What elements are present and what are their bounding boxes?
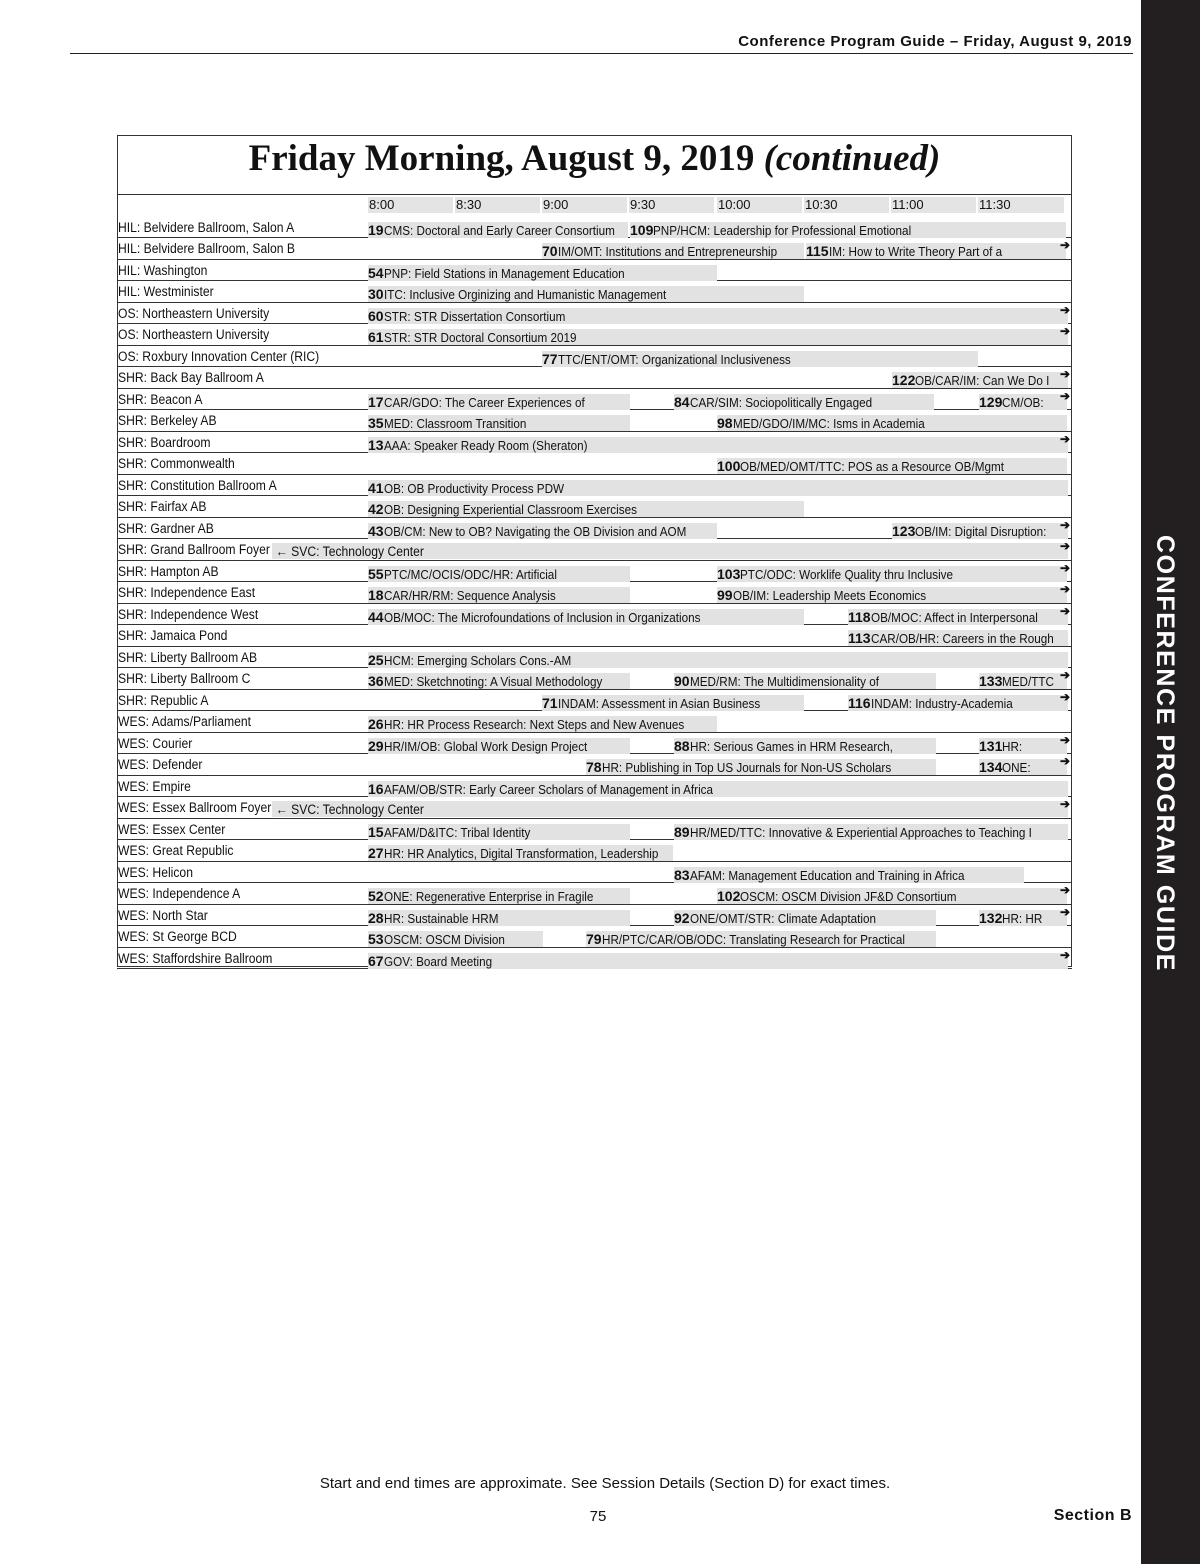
continues-arrow-icon: ➔	[1059, 539, 1070, 553]
session-number: 133	[979, 673, 1003, 689]
room-name: WES: North Star	[118, 907, 208, 923]
session-title: OSCM: OSCM Division	[383, 932, 505, 947]
service-note: ← SVC: Technology Center	[275, 544, 424, 559]
session-title: ONE: Regenerative Enterprise in Fragile	[383, 889, 593, 904]
session-title: GOV: Board Meeting	[383, 953, 492, 969]
session-block[interactable]	[674, 910, 936, 926]
schedule-row	[117, 733, 1072, 755]
session-block[interactable]	[368, 222, 628, 238]
schedule-row	[117, 647, 1072, 669]
room-name: HIL: Westminister	[118, 284, 214, 299]
page-number: 75	[589, 1508, 607, 1525]
session-block[interactable]	[542, 351, 978, 367]
room-name: SHR: Commonwealth	[118, 456, 235, 471]
time-slot: 11:30	[978, 197, 1064, 213]
time-slot: 9:00	[542, 197, 627, 213]
room-name: WES: Courier	[118, 735, 193, 751]
room-name: WES: Staffordshire Ballroom	[118, 950, 273, 966]
running-header: Conference Program Guide – Friday, August 9, 2019	[738, 33, 1132, 50]
session-title: HR/IM/OB: Global Work Design Project	[383, 738, 587, 754]
session-block[interactable]	[368, 329, 1068, 345]
schedule-row	[117, 260, 1072, 282]
room-name: WES: Essex Ballroom Foyer	[118, 800, 272, 815]
session-number: 79	[586, 931, 602, 947]
schedule-row	[117, 561, 1072, 583]
session-number: 18	[368, 587, 384, 603]
schedule-row	[117, 367, 1072, 389]
session-title: MED/TTC	[1002, 674, 1055, 689]
session-title: ONE/OMT/STR: Climate Adaptation	[689, 910, 876, 926]
session-number: 28	[368, 909, 384, 926]
session-block[interactable]	[979, 759, 1067, 775]
continues-arrow-icon: ➔	[1059, 302, 1070, 317]
session-title: INDAM: Assessment in Asian Business	[557, 695, 760, 711]
schedule-row	[117, 518, 1072, 540]
session-block[interactable]	[368, 501, 804, 517]
session-title: HCM: Emerging Scholars Cons.-AM	[383, 652, 571, 668]
session-block[interactable]	[979, 738, 1067, 754]
room-name: SHR: Boardroom	[118, 434, 211, 450]
session-number: 129	[979, 393, 1003, 410]
session-title: IM: How to Write Theory Part of a	[828, 244, 1002, 259]
session-block[interactable]	[717, 888, 1067, 904]
room-name: OS: Roxbury Innovation Center (RIC)	[118, 348, 320, 364]
session-title: MED/GDO/IM/MC: Isms in Academia	[732, 416, 925, 431]
session-block[interactable]	[806, 243, 1066, 259]
session-number: 19	[368, 221, 384, 238]
session-number: 134	[979, 759, 1003, 775]
session-block[interactable]	[368, 587, 630, 603]
session-number: 99	[717, 587, 733, 603]
session-number: 100	[717, 458, 741, 474]
session-block[interactable]	[717, 458, 1067, 474]
schedule-row	[117, 496, 1072, 518]
schedule-row	[117, 883, 1072, 905]
session-block[interactable]	[368, 673, 630, 689]
service-bar	[272, 543, 1068, 559]
time-slot: 9:30	[629, 197, 714, 213]
session-block[interactable]	[892, 523, 1068, 539]
room-name: SHR: Hampton AB	[118, 563, 219, 579]
session-block[interactable]	[542, 243, 804, 259]
session-block[interactable]	[630, 222, 1066, 238]
schedule-row	[117, 819, 1072, 841]
session-number: 55	[368, 565, 384, 582]
session-number: 118	[848, 608, 871, 625]
session-number: 54	[368, 264, 384, 281]
session-title: HR/PTC/CAR/OB/ODC: Translating Research for Practical	[601, 932, 905, 947]
time-header	[0, 195, 1200, 215]
schedule-row	[117, 797, 1072, 819]
session-number: 92	[674, 909, 690, 926]
room-name: WES: Independence A	[118, 886, 241, 901]
session-title: IM/OMT: Institutions and Entrepreneurship	[557, 244, 777, 259]
schedule-row	[117, 324, 1072, 346]
session-block[interactable]	[368, 523, 717, 539]
schedule-row	[117, 840, 1072, 862]
schedule-row	[117, 238, 1072, 260]
continues-arrow-icon: ➔	[1059, 689, 1070, 704]
session-title: ITC: Inclusive Orginizing and Humanistic Management	[383, 287, 666, 302]
room-name: SHR: Republic A	[118, 692, 209, 708]
continues-arrow-icon: ➔	[1059, 947, 1070, 962]
room-name: SHR: Gardner AB	[118, 520, 214, 536]
session-block[interactable]	[979, 673, 1067, 689]
session-title: TTC/ENT/OMT: Organizational Inclusiveness	[557, 351, 791, 367]
session-title: MED: Sketchnoting: A Visual Methodology	[383, 674, 602, 689]
session-number: 70	[542, 243, 558, 259]
service-note: ← SVC: Technology Center	[275, 802, 424, 817]
session-title: HR: HR	[1002, 910, 1043, 926]
session-block[interactable]	[368, 308, 1068, 324]
session-number: 17	[368, 393, 384, 410]
session-title: MED: Classroom Transition	[383, 416, 526, 431]
room-name: SHR: Fairfax AB	[118, 499, 207, 514]
schedule-row	[117, 754, 1072, 776]
session-number: 78	[586, 759, 602, 775]
continues-arrow-icon: ➔	[1059, 238, 1070, 252]
session-title: OB/CM: New to OB? Navigating the OB Division and AOM	[383, 523, 686, 539]
room-name: SHR: Constitution Ballroom A	[118, 477, 277, 493]
room-name: WES: Empire	[118, 778, 191, 794]
session-number: 16	[368, 780, 384, 797]
schedule-row	[117, 432, 1072, 454]
session-title: OB/IM: Digital Disruption:	[915, 523, 1047, 539]
room-name: HIL: Belvidere Ballroom, Salon A	[118, 219, 295, 235]
session-title: OB/IM: Leadership Meets Economics	[732, 588, 926, 603]
session-block[interactable]	[368, 931, 543, 947]
room-name: SHR: Liberty Ballroom AB	[118, 649, 258, 665]
session-block[interactable]	[674, 673, 936, 689]
session-title: HR: Serious Games in HRM Research,	[689, 738, 893, 754]
session-title: OB/MOC: The Microfoundations of Inclusion in Organizations	[383, 609, 701, 625]
session-number: 102	[717, 888, 741, 904]
session-block[interactable]	[368, 845, 673, 861]
session-number: 53	[368, 931, 384, 947]
session-title: MED/RM: The Multidimensionality of	[689, 674, 879, 689]
schedule-row	[117, 862, 1072, 884]
session-block[interactable]	[368, 437, 1068, 453]
session-title: CAR/HR/RM: Sequence Analysis	[383, 588, 556, 603]
session-block[interactable]	[368, 910, 630, 926]
schedule-row	[117, 668, 1072, 690]
session-title: STR: STR Doctoral Consortium 2019	[383, 330, 577, 345]
schedule-row	[117, 948, 1072, 970]
session-block[interactable]	[368, 415, 630, 431]
time-slot: 10:00	[717, 197, 802, 213]
session-block[interactable]	[848, 609, 1068, 625]
time-slot: 11:00	[891, 197, 976, 213]
session-number: 88	[674, 737, 690, 754]
room-name: SHR: Berkeley AB	[118, 413, 217, 428]
session-number: 27	[368, 845, 384, 861]
session-title: CM/OB:	[1002, 394, 1044, 410]
schedule-row	[117, 217, 1072, 239]
session-number: 84	[674, 393, 690, 410]
session-block[interactable]	[717, 415, 1067, 431]
session-block[interactable]	[368, 652, 1068, 668]
session-title: INDAM: Industry-Academia	[870, 695, 1013, 711]
session-title: AAA: Speaker Ready Room (Sheraton)	[383, 437, 588, 453]
session-title: HR: HR Process Research: Next Steps and New Avenues	[383, 717, 684, 732]
room-name: HIL: Washington	[118, 262, 208, 278]
schedule-row	[117, 475, 1072, 497]
session-title: OB: Designing Experiential Classroom Exercises	[383, 502, 637, 517]
session-title: CAR/GDO: The Career Experiences of	[383, 394, 585, 410]
session-number: 30	[368, 286, 384, 302]
session-number: 122	[892, 372, 916, 388]
time-slot: 8:30	[455, 197, 540, 213]
schedule-row	[117, 539, 1072, 561]
session-block[interactable]	[979, 910, 1067, 926]
session-title: HR: Sustainable HRM	[383, 910, 499, 926]
schedule-row	[117, 389, 1072, 411]
continues-arrow-icon: ➔	[1059, 603, 1070, 618]
session-block[interactable]	[368, 781, 1068, 797]
session-title: PTC/ODC: Worklife Quality thru Inclusive	[740, 566, 954, 582]
session-block[interactable]	[368, 286, 804, 302]
session-number: 131	[979, 737, 1003, 754]
schedule-row	[117, 711, 1072, 733]
continues-arrow-icon: ➔	[1059, 754, 1070, 768]
session-number: 98	[717, 415, 733, 431]
schedule-title-continued: (continued)	[763, 138, 941, 179]
continues-arrow-icon: ➔	[1059, 582, 1070, 596]
session-number: 113	[848, 630, 871, 646]
room-name: SHR: Back Bay Ballroom A	[118, 370, 264, 385]
schedule-title-main: Friday Morning, August 9, 2019	[248, 138, 764, 179]
time-slot: 10:30	[804, 197, 889, 213]
session-title: CAR/SIM: Sociopolitically Engaged	[689, 394, 872, 410]
session-title: OSCM: OSCM Division JF&D Consortium	[740, 889, 957, 904]
session-number: 61	[368, 329, 384, 345]
session-number: 44	[368, 608, 384, 625]
session-number: 77	[542, 350, 558, 367]
session-title: HR: HR Analytics, Digital Transformation, Leadership	[383, 846, 658, 861]
continues-arrow-icon: ➔	[1059, 517, 1070, 532]
schedule-row	[117, 453, 1072, 475]
footer-note: Start and end times are approximate. See Session Details (Section D) for exact times.	[319, 1475, 891, 1492]
session-block[interactable]	[368, 738, 630, 754]
session-title: ONE:	[1002, 760, 1031, 775]
session-block[interactable]	[979, 394, 1067, 410]
session-block[interactable]	[368, 394, 630, 410]
schedule-row	[117, 410, 1072, 432]
section-label: Section B	[1053, 1507, 1132, 1524]
continues-arrow-icon: ➔	[1059, 388, 1070, 403]
schedule-row	[117, 346, 1072, 368]
session-number: 36	[368, 673, 384, 689]
session-number: 42	[368, 501, 384, 517]
session-title: PTC/MC/OCIS/ODC/HR: Artificial	[383, 566, 557, 582]
room-name: SHR: Beacon A	[118, 391, 203, 407]
session-number: 103	[717, 565, 741, 582]
continues-arrow-icon: ➔	[1059, 324, 1070, 338]
session-block[interactable]	[674, 867, 1024, 883]
session-number: 15	[368, 823, 384, 840]
schedule-row	[117, 776, 1072, 798]
schedule-row	[117, 582, 1072, 604]
session-block[interactable]	[368, 566, 630, 582]
room-name: WES: Essex Center	[118, 821, 226, 837]
session-number: 67	[368, 952, 384, 969]
session-title: CAR/OB/HR: Careers in the Rough	[870, 631, 1054, 646]
schedule-title	[117, 137, 1072, 180]
session-number: 26	[368, 716, 384, 732]
continues-arrow-icon: ➔	[1059, 732, 1070, 747]
continues-arrow-icon: ➔	[1059, 367, 1070, 381]
continues-arrow-icon: ➔	[1059, 797, 1070, 811]
session-block[interactable]	[368, 824, 630, 840]
room-name: WES: Helicon	[118, 864, 193, 880]
continues-arrow-icon: ➔	[1059, 560, 1070, 575]
session-number: 60	[368, 307, 384, 324]
schedule-row	[117, 926, 1072, 948]
session-title: PNP/HCM: Leadership for Professional Emotional	[653, 222, 912, 238]
session-title: PNP: Field Stations in Management Education	[383, 265, 625, 281]
session-block[interactable]	[368, 953, 1068, 969]
session-number: 25	[368, 651, 384, 668]
session-number: 83	[674, 866, 690, 883]
session-number: 29	[368, 737, 384, 754]
session-block[interactable]	[368, 609, 804, 625]
session-number: 13	[368, 436, 384, 453]
session-block[interactable]	[586, 759, 936, 775]
continues-arrow-icon: ➔	[1059, 883, 1070, 897]
header-rule	[70, 53, 1133, 54]
session-block[interactable]	[586, 931, 936, 947]
session-title: HR:	[1002, 738, 1023, 754]
session-block[interactable]	[542, 695, 804, 711]
session-block[interactable]	[368, 888, 630, 904]
service-bar	[272, 801, 1068, 817]
session-title: AFAM/OB/STR: Early Career Scholars of Management in Africa	[383, 781, 713, 797]
session-block[interactable]	[674, 824, 1068, 840]
continues-arrow-icon: ➔	[1059, 431, 1070, 446]
schedule-row	[117, 281, 1072, 303]
room-name: OS: Northeastern University	[118, 327, 270, 342]
session-title: CMS: Doctoral and Early Career Consortium	[383, 222, 615, 238]
session-title: OB/MOC: Affect in Interpersonal	[870, 609, 1038, 625]
session-title: OB/CAR/IM: Can We Do I	[915, 373, 1050, 388]
sidebar-label: CONFERENCE PROGRAM GUIDE	[1151, 535, 1179, 973]
schedule-row	[117, 303, 1072, 325]
session-number: 52	[368, 888, 384, 904]
session-block[interactable]	[674, 394, 934, 410]
room-name: WES: Defender	[118, 757, 203, 772]
session-number: 123	[892, 522, 916, 539]
room-name: WES: Great Republic	[118, 843, 234, 858]
session-block[interactable]	[368, 480, 1068, 496]
session-number: 43	[368, 522, 384, 539]
room-name: HIL: Belvidere Ballroom, Salon B	[118, 241, 295, 256]
session-block[interactable]	[368, 265, 717, 281]
session-number: 89	[674, 823, 690, 840]
time-slot: 8:00	[368, 197, 453, 213]
session-title: HR: Publishing in Top US Journals for Non-US Scholars	[601, 760, 891, 775]
session-number: 109	[630, 221, 654, 238]
room-name: SHR: Liberty Ballroom C	[118, 671, 251, 686]
session-number: 35	[368, 415, 384, 431]
schedule-row	[117, 604, 1072, 626]
room-name: OS: Northeastern University	[118, 305, 270, 321]
session-number: 132	[979, 909, 1003, 926]
room-name: SHR: Grand Ballroom Foyer	[118, 542, 270, 557]
schedule-row	[117, 625, 1072, 647]
session-block[interactable]	[368, 716, 717, 732]
session-number: 71	[542, 694, 558, 711]
session-block[interactable]	[717, 566, 1067, 582]
session-block[interactable]	[848, 695, 1068, 711]
session-number: 41	[368, 479, 384, 496]
continues-arrow-icon: ➔	[1059, 904, 1070, 919]
session-title: OB/MED/OMT/TTC: POS as a Resource OB/Mgmt	[740, 459, 1005, 474]
session-block[interactable]	[848, 630, 1068, 646]
session-number: 116	[848, 694, 871, 711]
schedule-row	[117, 905, 1072, 927]
room-name: WES: Adams/Parliament	[118, 714, 252, 729]
schedule-row	[117, 690, 1072, 712]
room-name: WES: St George BCD	[118, 929, 237, 944]
session-title: STR: STR Dissertation Consortium	[383, 308, 565, 324]
room-name: SHR: Jamaica Pond	[118, 628, 228, 643]
continues-arrow-icon: ➔	[1059, 668, 1070, 682]
session-block[interactable]	[674, 738, 936, 754]
room-name: SHR: Independence West	[118, 606, 259, 622]
session-number: 115	[806, 243, 829, 259]
session-block[interactable]	[892, 372, 1068, 388]
session-number: 90	[674, 673, 690, 689]
session-title: AFAM: Management Education and Training in Africa	[689, 867, 965, 883]
room-name: SHR: Independence East	[118, 585, 256, 600]
session-block[interactable]	[717, 587, 1067, 603]
session-title: AFAM/D&ITC: Tribal Identity	[383, 824, 530, 840]
session-title: HR/MED/TTC: Innovative & Experiential Approaches to Teaching I	[689, 824, 1032, 840]
session-title: OB: OB Productivity Process PDW	[383, 480, 564, 496]
